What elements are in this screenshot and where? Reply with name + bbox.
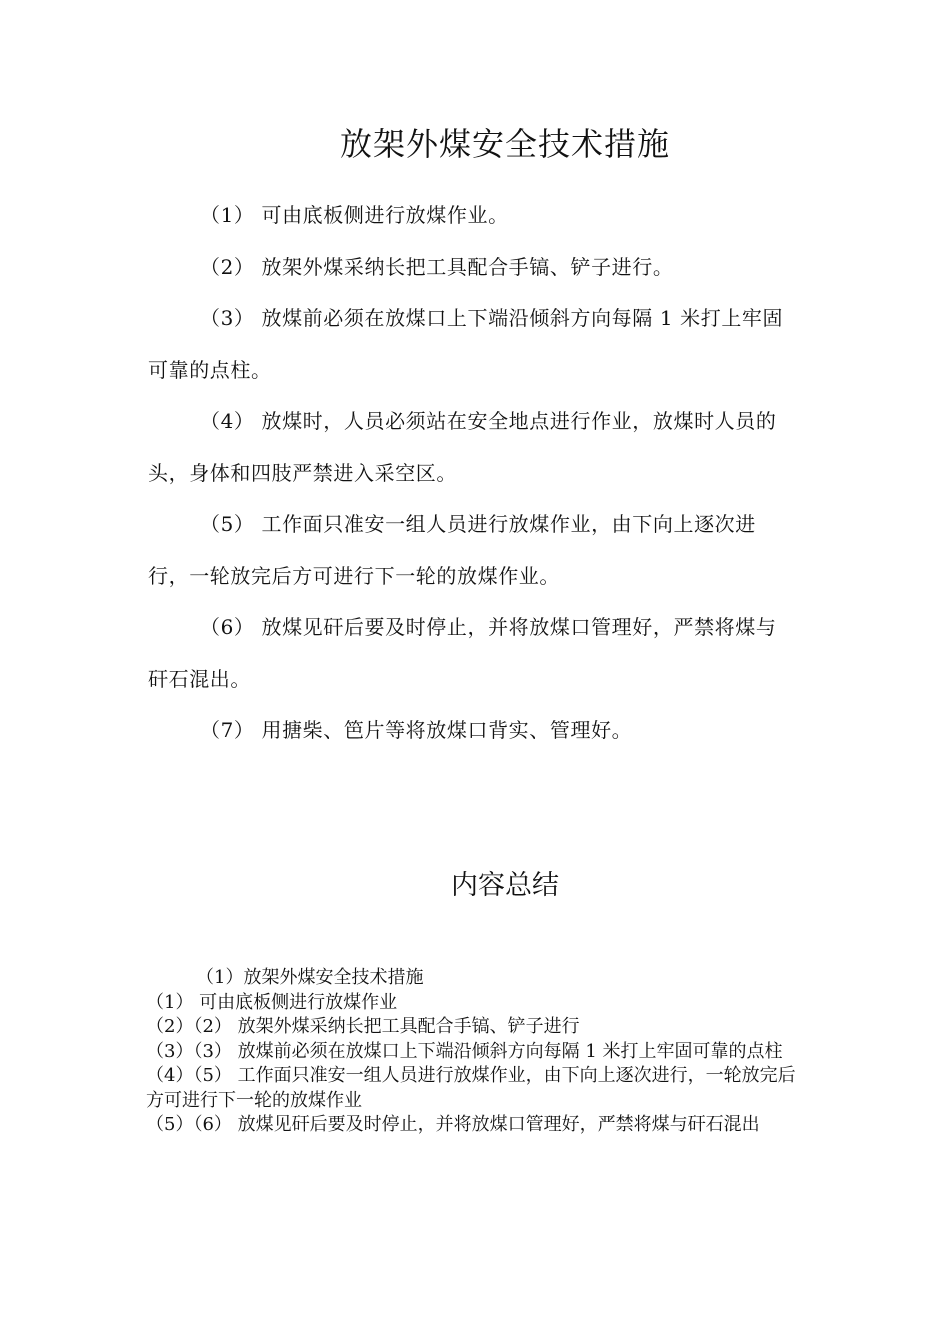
summary-line-6: （5）（6） 放煤见矸后要及时停止，并将放煤口管理好，严禁将煤与矸石混出	[146, 1114, 760, 1135]
measure-paragraph-6: （6） 放煤见矸后要及时停止，并将放煤口管理好，严禁将煤与矸石混出。	[148, 615, 777, 691]
summary-line-3: （2）（2） 放架外煤采纳长把工具配合手镐、铲子进行	[146, 1016, 580, 1037]
measure-paragraph-3: （3） 放煤前必须在放煤口上下端沿倾斜方向每隔 1 米打上牢固可靠的点柱。	[148, 306, 784, 382]
summary-title: 内容总结	[451, 870, 559, 901]
measure-paragraph-2: （2） 放架外煤采纳长把工具配合手镐、铲子进行。	[200, 254, 674, 279]
measure-paragraph-7: （7） 用搪柴、笆片等将放煤口背实、管理好。	[200, 718, 633, 742]
document-body	[148, 190, 793, 757]
summary-line-5: （4）（5） 工作面只准安一组人员进行放煤作业，由下向上逐次进行，一轮放完后方可进行下一轮的放煤作业	[146, 1065, 796, 1111]
measure-paragraph-4: （4） 放煤时，人员必须站在安全地点进行作业，放煤时人员的头，身体和四肢严禁进入采空区。	[148, 409, 777, 485]
summary-line-4: （3）（3） 放煤前必须在放煤口上下端沿倾斜方向每隔 1 米打上牢固可靠的点柱	[146, 1040, 783, 1062]
measure-paragraph-1: （1） 可由底板侧进行放煤作业。	[200, 203, 509, 227]
summary-line-1: （1）放架外煤安全技术措施	[196, 967, 424, 988]
measure-paragraph-5: （5） 工作面只准安一组人员进行放煤作业，由下向上逐次进行，一轮放完后方可进行下一轮的放煤作业。	[148, 512, 756, 588]
document-title: 放架外煤安全技术措施	[339, 125, 670, 163]
summary-body	[146, 966, 796, 1138]
summary-line-2: （1） 可由底板侧进行放煤作业	[146, 991, 398, 1013]
